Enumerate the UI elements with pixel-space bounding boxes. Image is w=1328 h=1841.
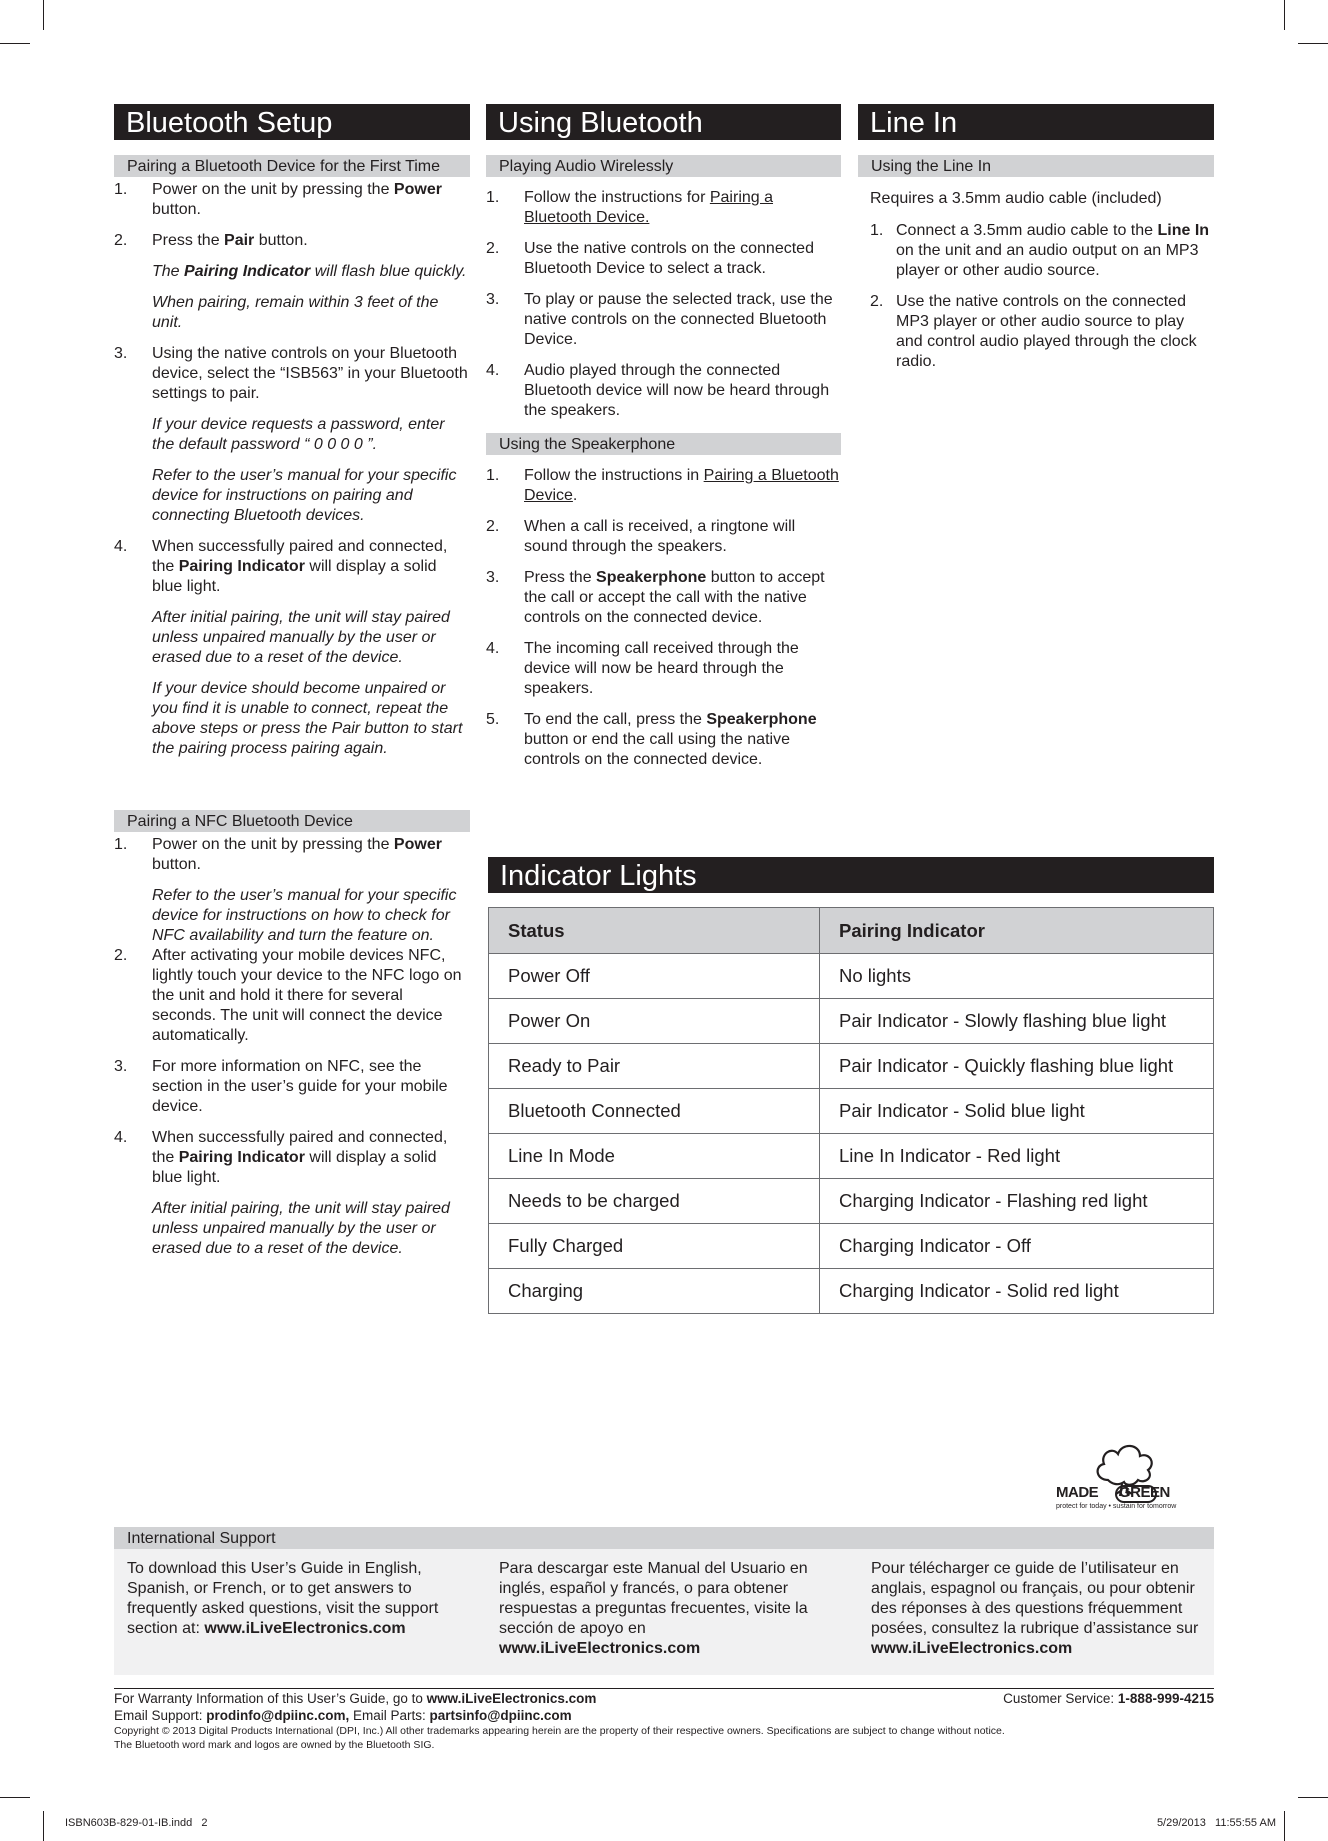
list-item: 2. Press the Pair button. xyxy=(114,232,308,249)
crop-mark xyxy=(43,0,44,30)
line-in-column xyxy=(858,104,1214,372)
status-cell: Fully Charged xyxy=(489,1224,820,1269)
table-row xyxy=(489,954,1214,999)
crop-mark xyxy=(1284,1811,1285,1841)
email-support-link[interactable]: prodinfo@dpiinc.com, xyxy=(206,1708,350,1723)
status-cell: Power Off xyxy=(489,954,820,999)
list-item: 4. The incoming call received through the device will now be heard through the speakers. xyxy=(486,640,799,697)
note: When pairing, remain within 3 feet of the unit. xyxy=(152,294,439,331)
email-parts-link[interactable]: partsinfo@dpiinc.com xyxy=(429,1708,572,1723)
indicator-cell: No lights xyxy=(820,954,1214,999)
list-item: 2. When a call is received, a ringtone will sound through the speakers. xyxy=(486,518,796,555)
indicator-cell: Line In Indicator - Red light xyxy=(820,1134,1214,1179)
note: After initial pairing, the unit will stay paired unless unpaired manually by the user or erased due to a reset of the device. xyxy=(152,609,450,666)
footer xyxy=(114,1690,1214,1752)
note: After initial pairing, the unit will stay paired unless unpaired manually by the user or erased due to a reset of the device. xyxy=(152,1200,450,1257)
list-item: 3. Press the Speakerphone button to accept the call or accept the call with the native controls on the connected device. xyxy=(486,569,825,626)
customer-service: Customer Service: 1-888-999-4215 xyxy=(1003,1691,1214,1706)
list-item: 3. Using the native controls on your Bluetooth device, select the “ISB563” in your Bluetooth settings to pair. xyxy=(114,345,468,402)
support-english: To download this User’s Guide in English, Spanish, or French, or to get answers to frequently asked questions, visit the support section at: www.iLiveElectronics.com xyxy=(127,1560,439,1637)
indicator-cell: Charging Indicator - Off xyxy=(820,1224,1214,1269)
bluetooth-setup-header: Bluetooth Setup xyxy=(114,104,470,140)
note: Refer to the user’s manual for your specific device for instructions on how to check for NFC availability and turn the feature on. xyxy=(152,887,457,944)
indicator-cell: Pair Indicator - Solid blue light xyxy=(820,1089,1214,1134)
crop-mark xyxy=(1298,1797,1328,1798)
pairing-link[interactable]: Pairing a Bluetooth Device xyxy=(524,467,839,504)
list-item: 3. To play or pause the selected track, use the native controls on the connected Bluetooth Device. xyxy=(486,291,833,348)
line-in-header: Line In xyxy=(858,104,1214,140)
list-item: 2. Use the native controls on the connected MP3 player or other audio source to play and control audio played through the clock radio. xyxy=(870,293,1197,370)
crop-mark xyxy=(43,1811,44,1841)
table-row xyxy=(489,1134,1214,1179)
support-spanish: Para descargar este Manual del Usuario en inglés, español y francés, o para obtener respuestas a preguntas frecuentes, visite la sección de apoyo en www.iLiveElectronics.com xyxy=(499,1560,808,1657)
status-cell: Power On xyxy=(489,999,820,1044)
note: The Pairing Indicator will flash blue quickly. xyxy=(152,263,467,280)
international-support-box xyxy=(114,1527,1214,1675)
list-item: 1. Connect a 3.5mm audio cable to the Line In on the unit and an audio output on an MP3 player or other audio source. xyxy=(870,222,1210,279)
list-item: 4. Audio played through the connected Bluetooth device will now be heard through the speakers. xyxy=(486,362,830,419)
international-support-subheader: International Support xyxy=(114,1527,1214,1549)
using-bluetooth-header: Using Bluetooth xyxy=(486,104,841,140)
bluetooth-setup-column xyxy=(114,104,470,1259)
indicator-cell: Pair Indicator - Quickly flashing blue light xyxy=(820,1044,1214,1089)
support-link[interactable]: www.iLiveElectronics.com xyxy=(204,1620,406,1637)
slug-date: 5/29/2013 11:55:55 AM xyxy=(1156,1817,1276,1829)
list-item: 4. When successfully paired and connected, the Pairing Indicator will display a solid blue light. xyxy=(114,1129,448,1186)
indicator-lights-section xyxy=(488,857,1214,1314)
playing-audio-subheader: Playing Audio Wirelessly xyxy=(486,155,841,177)
made-green-logo xyxy=(1056,1436,1206,1514)
footer-divider xyxy=(114,1688,1214,1689)
note: If your device should become unpaired or you find it is unable to connect, repeat the above steps or press the Pair button to start the pairing process pairing again. xyxy=(152,680,463,757)
status-cell: Needs to be charged xyxy=(489,1179,820,1224)
list-item: 5. To end the call, press the Speakerphone button or end the call using the native controls on the connected device. xyxy=(486,711,817,768)
crop-mark xyxy=(1284,0,1285,30)
table-row xyxy=(489,1269,1214,1314)
pairing-link[interactable]: Pairing a Bluetooth Device. xyxy=(524,189,774,226)
bluetooth-trademark-text: The Bluetooth word mark and logos are owned by the Bluetooth SIG. xyxy=(114,1739,435,1751)
warranty-link[interactable]: www.iLiveElectronics.com xyxy=(426,1691,597,1706)
logo-green-text: GREEN xyxy=(1119,1484,1170,1501)
table-row xyxy=(489,1179,1214,1224)
indicator-cell: Charging Indicator - Flashing red light xyxy=(820,1179,1214,1224)
line-in-requirement: Requires a 3.5mm audio cable (included) xyxy=(870,190,1162,207)
crop-mark xyxy=(0,1797,30,1798)
support-link[interactable]: www.iLiveElectronics.com xyxy=(499,1640,701,1657)
email-line: Email Support: prodinfo@dpiinc.com, Email Parts: partsinfo@dpiinc.com xyxy=(114,1708,572,1723)
table-row xyxy=(489,1044,1214,1089)
list-item: 1. Follow the instructions for Pairing a Bluetooth Device. xyxy=(486,189,774,226)
indicator-cell: Pair Indicator - Slowly flashing blue light xyxy=(820,999,1214,1044)
list-item: 3. For more information on NFC, see the section in the user’s guide for your mobile device. xyxy=(114,1058,448,1115)
column-header-status: Status xyxy=(489,908,820,954)
list-item: 4. When successfully paired and connected, the Pairing Indicator will display a solid blue light. xyxy=(114,538,448,595)
pairing-first-time-subheader: Pairing a Bluetooth Device for the First Time xyxy=(114,155,470,177)
status-cell: Line In Mode xyxy=(489,1134,820,1179)
pairing-nfc-subheader: Pairing a NFC Bluetooth Device xyxy=(114,810,470,832)
table-row xyxy=(489,1224,1214,1269)
table-row xyxy=(489,1089,1214,1134)
logo-tagline: protect for today • sustain for tomorrow xyxy=(1056,1503,1177,1510)
crop-mark xyxy=(1298,43,1328,44)
indicator-lights-header: Indicator Lights xyxy=(488,857,1214,893)
note: If your device requests a password, enter the default password “ 0 0 0 0 ”. xyxy=(152,416,445,453)
table-header-row xyxy=(489,908,1214,954)
slug-filename: ISBN603B-829-01-IB.indd 2 xyxy=(65,1817,208,1829)
table-row xyxy=(489,999,1214,1044)
indicator-cell: Charging Indicator - Solid red light xyxy=(820,1269,1214,1314)
list-item: 2. After activating your mobile devices NFC, lightly touch your device to the NFC logo on the unit and hold it there for several seconds. The unit will connect the device automatically. xyxy=(114,947,462,1044)
using-bluetooth-column xyxy=(486,104,841,770)
speakerphone-subheader: Using the Speakerphone xyxy=(486,433,841,455)
using-line-in-subheader: Using the Line In xyxy=(858,155,1214,177)
list-item: 1. Power on the unit by pressing the Power button. xyxy=(114,836,442,873)
indicator-table xyxy=(488,907,1214,1314)
list-item: 1. Power on the unit by pressing the Power button. xyxy=(114,181,442,218)
list-item: 1. Follow the instructions in Pairing a Bluetooth Device. xyxy=(486,467,839,504)
warranty-line: For Warranty Information of this User’s Guide, go to www.iLiveElectronics.com Customer Service: 1-888-999-4215 xyxy=(114,1691,1214,1706)
status-cell: Charging xyxy=(489,1269,820,1314)
crop-mark xyxy=(0,43,30,44)
status-cell: Bluetooth Connected xyxy=(489,1089,820,1134)
logo-made-text: MADE xyxy=(1056,1484,1099,1501)
list-item: 2. Use the native controls on the connected Bluetooth Device to select a track. xyxy=(486,240,814,277)
support-link[interactable]: www.iLiveElectronics.com xyxy=(871,1640,1073,1657)
note: Refer to the user’s manual for your specific device for instructions on pairing and connecting Bluetooth devices. xyxy=(152,467,457,524)
status-cell: Ready to Pair xyxy=(489,1044,820,1089)
support-french: Pour télécharger ce guide de l’utilisateur en anglais, espagnol ou français, ou pour obtenir des réponses à des questions fréquemment posées, consultez la rubrique d’assistance sur www.iLiveElectronics.com xyxy=(871,1560,1199,1657)
column-header-pairing-indicator: Pairing Indicator xyxy=(820,908,1214,954)
copyright-text: Copyright © 2013 Digital Products International (DPI, Inc.) All other trademarks appearing herein are the property of their respective owners. Specifications are subject to change without notice. xyxy=(114,1725,1005,1737)
